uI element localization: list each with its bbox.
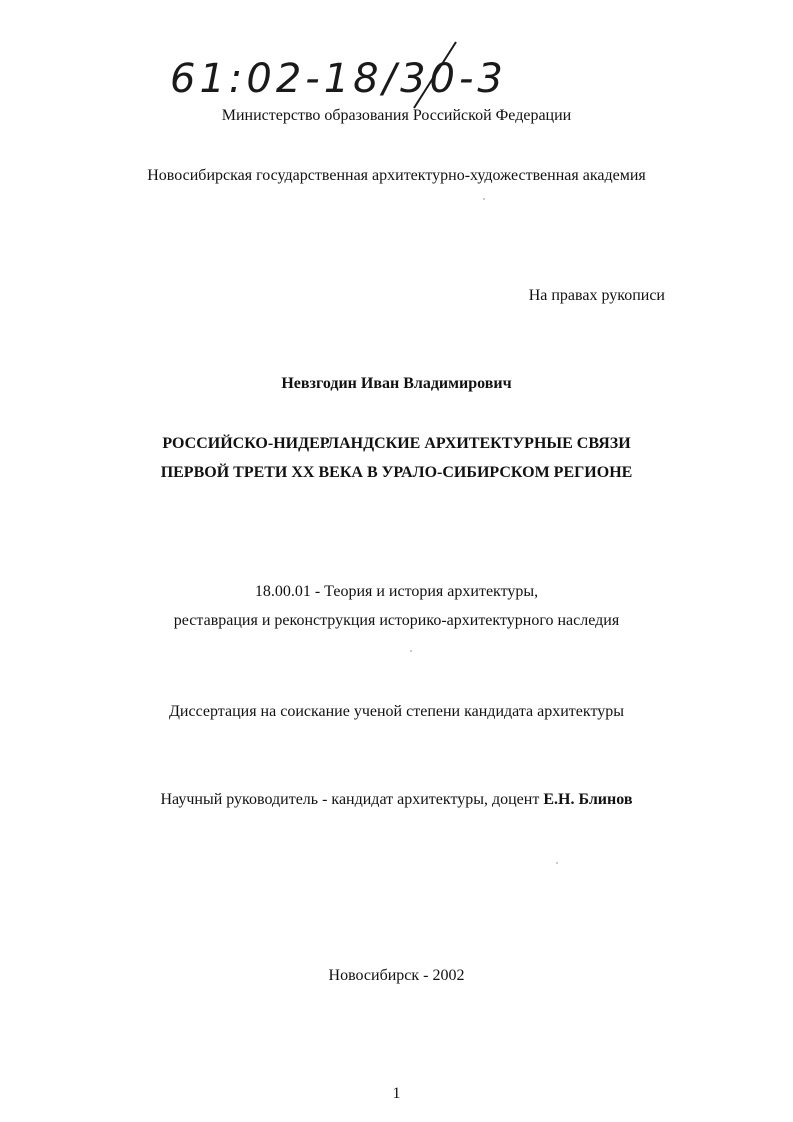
academy-name: Новосибирская государственная архитектурно-художественная академия	[147, 167, 646, 184]
scan-speck	[410, 650, 412, 652]
specialty-line-1: 18.00.01 - Теория и история архитектуры,	[254, 583, 539, 600]
scan-speck	[483, 198, 485, 200]
dissertation-type: Диссертация на соискание ученой степени кандидата архитектуры	[169, 703, 624, 720]
place-and-year: Новосибирск - 2002	[328, 967, 465, 984]
scan-speck	[556, 862, 558, 864]
author-name: Невзгодин Иван Владимирович	[281, 375, 512, 392]
supervisor-name: Е.Н. Блинов	[543, 791, 633, 808]
supervisor-line	[0, 790, 793, 810]
supervisor-prefix: Научный руководитель - кандидат архитектуры, доцент	[160, 791, 540, 808]
ministry-name: Министерство образования Российской Федерации	[221, 107, 572, 124]
page-number: 1	[392, 1085, 401, 1102]
manuscript-rights-note: На правах рукописи	[528, 287, 665, 304]
title-line-2: ПЕРВОЙ ТРЕТИ XX ВЕКА В УРАЛО-СИБИРСКОМ РЕГИОНЕ	[160, 464, 633, 481]
title-line-1: РОССИЙСКО-НИДЕРЛАНДСКИЕ АРХИТЕКТУРНЫЕ СВЯЗИ	[162, 435, 631, 452]
archive-code-text: 61:02-18/30-3	[170, 56, 507, 102]
specialty-line-2: реставрация и реконструкция историко-архитектурного наследия	[173, 612, 620, 629]
handwritten-archive-code	[170, 40, 540, 110]
